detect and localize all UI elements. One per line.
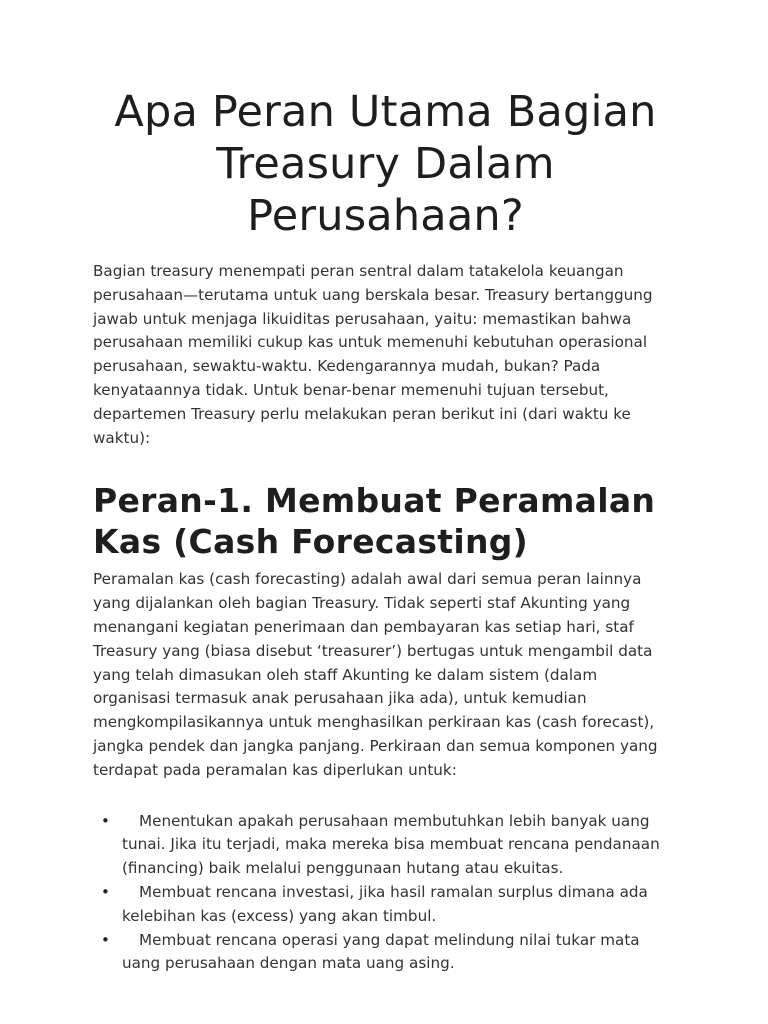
list-item	[93, 929, 678, 977]
document-title: Apa Peran Utama Bagian Treasury Dalam Perusahaan?	[114, 87, 657, 241]
bullet-icon: •	[101, 882, 110, 901]
bullet-icon: •	[101, 930, 110, 949]
list-item-text: Membuat rencana operasi yang dapat melindung nilai tukar mata uang perusahaan dengan mata uang asing.	[122, 930, 640, 973]
bullet-list	[93, 810, 678, 977]
section-paragraph: Peramalan kas (cash forecasting) adalah awal dari semua peran lainnya yang dijalankan oleh bagian Treasury. Tidak seperti staf Akunting yang menangani kegiatan penerimaan dan pembayaran kas setiap hari, staf Treasury yang (biasa disebut ‘treasurer’) bertugas untuk mengambil data yang telah dimasukan oleh staff Akunting ke dalam sistem (dalam organisasi termasuk anak perusahaan jika ada), untuk kemudian mengkompilasikannya untuk menghasilkan perkiraan kas (cash forecast), jangka pendek dan jangka panjang. Perkiraan dan semua komponen yang terdapat pada peramalan kas diperlukan untuk:	[93, 570, 658, 779]
section-heading: Peran-1. Membuat Peramalan Kas (Cash Forecasting)	[93, 481, 656, 562]
intro-paragraph: Bagian treasury menempati peran sentral dalam tatakelola keuangan perusahaan—terutama untuk uang berskala besar. Treasury bertanggung jawab untuk menjaga likuiditas perusahaan, yaitu: memastikan bahwa perusahaan memiliki cukup kas untuk memenuhi kebutuhan operasional perusahaan, sewaktu-waktu. Kedengarannya mudah, bukan? Pada kenyataannya tidak. Untuk benar-benar memenuhi tujuan tersebut, departemen Treasury perlu melakukan peran berikut ini (dari waktu ke waktu):	[93, 262, 653, 447]
bullet-icon: •	[101, 811, 110, 830]
list-item	[93, 881, 678, 929]
list-item-text: Membuat rencana investasi, jika hasil ramalan surplus dimana ada kelebihan kas (excess) yang akan timbul.	[122, 882, 648, 925]
list-item	[93, 810, 678, 881]
list-item-text: Menentukan apakah perusahaan membutuhkan lebih banyak uang tunai. Jika itu terjadi, maka mereka bisa membuat rencana pendanaan (financing) baik melalui penggunaan hutang atau ekuitas.	[122, 811, 660, 878]
document-page	[93, 86, 678, 976]
